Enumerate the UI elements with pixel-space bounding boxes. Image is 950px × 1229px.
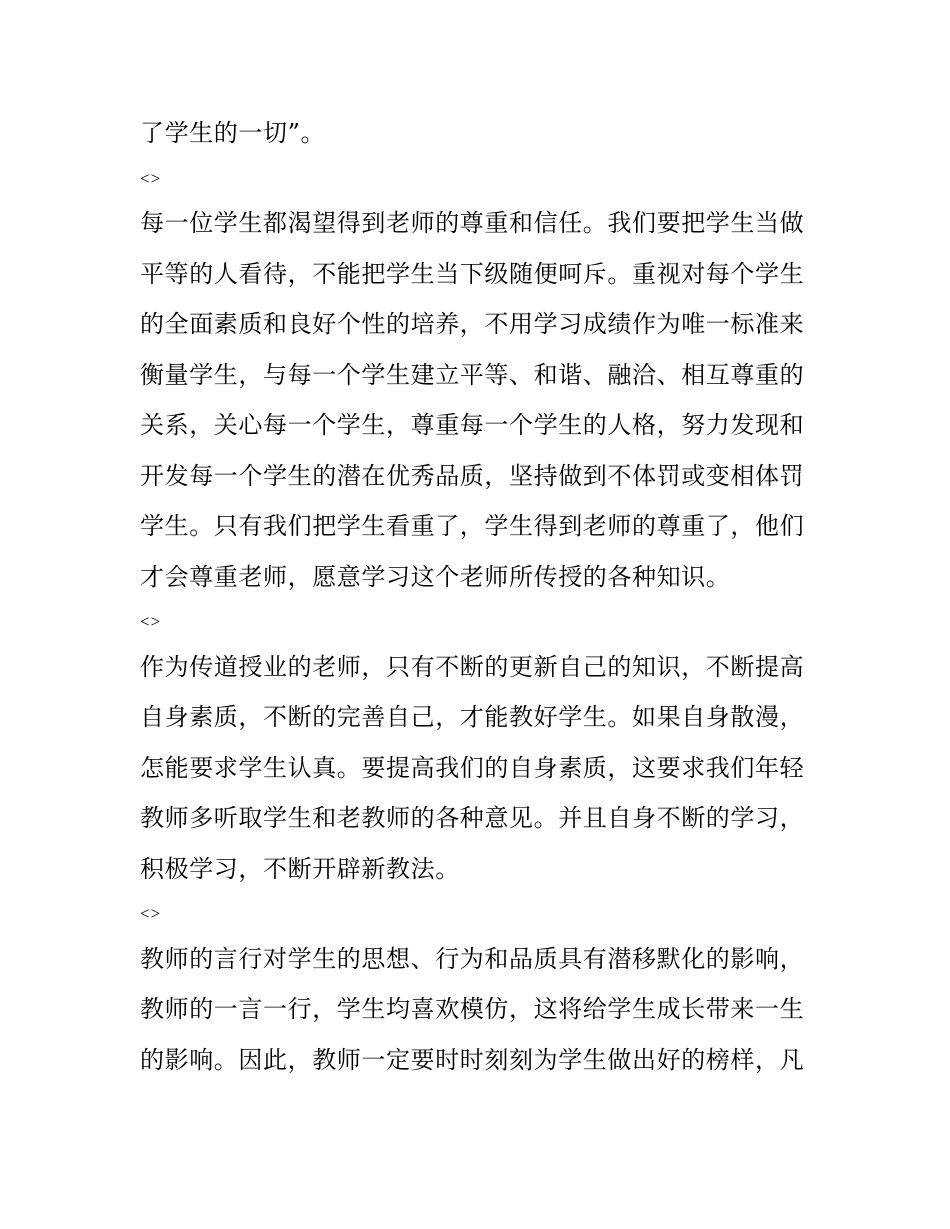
text-line: 学生。只有我们把学生看重了，学生得到老师的尊重了，他们 [140,512,805,540]
text-line: 开发每一个学生的潜在优秀品质，坚持做到不体罚或变相体罚 [140,461,805,490]
paragraph-separator: <> [140,904,162,923]
text-line: 自身素质，不断的完善自己，才能教好学生。如果自身散漫， [140,703,805,731]
paragraph-role-model [140,934,812,1086]
text-line: 作为传道授业的老师，只有不断的更新自己的知识，不断提高 [140,652,805,681]
text-line: 教师多听取学生和老教师的各种意见。并且自身不断的学习， [140,804,805,832]
text-line: 关系，关心每一个学生，尊重每一个学生的人格，努力发现和 [140,411,805,439]
text-line: 平等的人看待，不能把学生当下级随便呵斥。重视对每个学生 [140,259,805,288]
text-line: 才会尊重老师，愿意学习这个老师所传授的各种知识。 [140,562,731,591]
text-line: 的影响。因此，教师一定要时时刻刻为学生做出好的榜样，凡 [140,1045,805,1074]
text-line: 怎能要求学生认真。要提高我们的自身素质，这要求我们年轻 [140,753,805,782]
paragraph-respect [140,198,812,602]
text-line: 衡量学生，与每一个学生建立平等、和谐、融洽、相互尊重的 [140,360,805,389]
text-line: 每一位学生都渴望得到老师的尊重和信任。我们要把学生当做 [140,209,805,237]
paragraph-self-improvement [140,642,812,895]
paragraph-separator: <> [140,612,162,631]
text-line: 教师的一言一行，学生均喜欢模仿，这将给学生成长带来一生 [140,995,805,1023]
text-line: 了学生的一切”。 [140,119,326,147]
text-line: 教师的言行对学生的思想、行为和品质具有潜移默化的影响， [140,944,805,973]
text-line: 的全面素质和良好个性的培养，不用学习成绩作为唯一标准来 [140,310,805,338]
paragraph-separator: <> [140,168,162,188]
text-line: 积极学习，不断开辟新教法。 [140,854,460,883]
document-page [140,108,812,1085]
lead-paragraph [140,108,812,159]
